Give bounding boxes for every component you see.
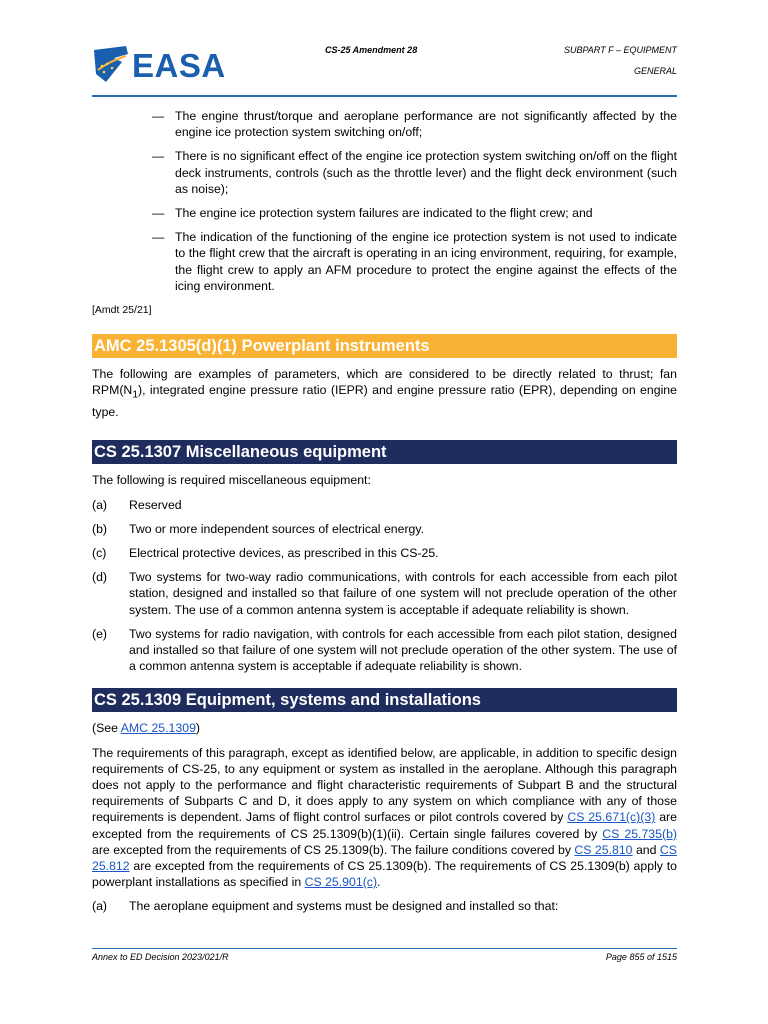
bullet-text: The indication of the functioning of the engine ice protection system is not used to indicate to the flight crew that the aircraft is operating in an icing environment, requiring, for example, the flight crew to apply an AFM procedure to protect the engine against the effects of the icing environment. xyxy=(175,230,677,293)
item-text: Two systems for two-way radio communications, with controls for each accessible from each pilot station, designed and installed so that failure of one system will not preclude operation of the other system. The use of a common antenna system is acceptable if adequate reliability is shown. xyxy=(129,570,677,617)
footer-rule xyxy=(92,948,677,949)
amc-text-b: ), integrated engine pressure ratio (IEPR) and engine pressure ratio (EPR), depending on engine type. xyxy=(92,383,677,420)
amc-paragraph xyxy=(92,366,677,420)
cs1309-list xyxy=(92,898,677,914)
item-text: Electrical protective devices, as prescribed in this CS-25. xyxy=(129,545,439,560)
item-label: (d) xyxy=(92,570,108,585)
para-text: The requirements of this paragraph, except as identified below, are applicable, in addition to specific design requirements of CS-25, to any equipment or system as installed in the aeroplane. Although this paragraph does not apply to the performance and flight characteristic requirements of Subpart B and the structural requirements of Subparts C and D, it does apply to any system on which compliance with any of those requirements is dependent. Jams of flight control surfaces or pilot controls covered by xyxy=(92,745,677,825)
header-rule xyxy=(92,95,677,97)
section-label: GENERAL xyxy=(633,66,677,76)
cs-25-901-link[interactable]: CS 25.901(c) xyxy=(304,875,378,890)
item-text: Two or more independent sources of electrical energy. xyxy=(129,521,425,536)
list-item xyxy=(92,626,677,675)
amc-subscript: 1 xyxy=(132,389,139,401)
footer-decision: Annex to ED Decision 2023/021/R xyxy=(92,952,229,962)
easa-logo xyxy=(92,44,224,86)
document-page xyxy=(92,0,677,1024)
bullet-dash: — xyxy=(152,230,165,245)
see-pre: (See xyxy=(92,721,121,736)
list-item xyxy=(152,205,677,221)
cs1309-paragraph xyxy=(92,745,677,891)
bullet-text: There is no significant effect of the engine ice protection system switching on/off on the flight deck instruments, controls (such as the throttle lever) and the flight deck environment (such as noise); xyxy=(175,149,677,196)
document-title: CS-25 Amendment 28 xyxy=(325,45,418,55)
para-text: are excepted from the requirements of CS 25.1309(b). The failure conditions covered by xyxy=(92,842,575,857)
bullet-dash: — xyxy=(152,109,165,123)
list-item xyxy=(152,108,677,140)
page-header xyxy=(92,40,677,98)
bullet-dash: — xyxy=(152,149,165,164)
amc-text-a: The following are examples of parameters, which are considered to be directly related to thrust; fan RPM(N xyxy=(92,367,677,398)
bullet-list xyxy=(152,108,677,294)
para-text: and xyxy=(632,842,660,857)
easa-wing-icon xyxy=(92,44,130,84)
bullet-dash: — xyxy=(152,206,165,221)
page-footer xyxy=(92,948,677,962)
bullet-text: The engine ice protection system failures are indicated to the flight crew; and xyxy=(175,206,593,221)
amc-1309-link[interactable]: AMC 25.1309 xyxy=(120,721,196,736)
list-item xyxy=(92,545,677,561)
item-label: (e) xyxy=(92,626,108,641)
list-item xyxy=(92,521,677,537)
amendment-note: [Amdt 25/21] xyxy=(92,304,152,317)
cs1307-heading: CS 25.1307 Miscellaneous equipment xyxy=(92,440,677,464)
item-text: The aeroplane equipment and systems must be designed and installed so that: xyxy=(129,899,559,914)
logo-wordmark: EASA xyxy=(132,47,226,84)
para-text: are excepted from the requirements of CS 25.1309(b). The requirements of CS 25.1309(b) apply to powerplant installations as specified in xyxy=(92,858,677,890)
cs1307-list xyxy=(92,497,677,675)
amc-heading: AMC 25.1305(d)(1) Powerplant instruments xyxy=(92,334,677,358)
cs1309-heading: CS 25.1309 Equipment, systems and installations xyxy=(92,688,677,712)
cs-25-735-link[interactable]: CS 25.735(b) xyxy=(602,826,678,841)
page-content xyxy=(92,108,677,923)
para-text: . xyxy=(377,875,381,890)
bullet-text: The engine thrust/torque and aeroplane performance are not significantly affected by the engine ice protection system switching on/off; xyxy=(175,109,677,140)
subpart-label: SUBPART F – EQUIPMENT xyxy=(563,45,677,55)
list-item xyxy=(92,898,677,914)
item-text: Reserved xyxy=(129,497,182,512)
list-item xyxy=(92,497,677,513)
cs1307-intro: The following is required miscellaneous equipment: xyxy=(92,473,371,488)
list-item xyxy=(152,229,677,294)
see-post: ) xyxy=(195,721,201,736)
item-text: Two systems for radio navigation, with controls for each accessible from each pilot station, designed and installed so that failure of one system will not preclude operation of the other system. The use of a common antenna system is acceptable if adequate reliability is shown. xyxy=(129,626,677,674)
item-label: (c) xyxy=(92,545,107,560)
item-label: (b) xyxy=(92,521,108,536)
cs-25-671-link[interactable]: CS 25.671(c)(3) xyxy=(567,810,656,825)
para-text: are excepted from the requirements of CS 25.1309(b)(1)(ii). Certain single failures covered by xyxy=(92,810,677,841)
page-number: Page 855 of 1515 xyxy=(605,952,677,962)
list-item xyxy=(152,148,677,197)
cs-25-812-link[interactable]: CS 25.812 xyxy=(92,842,677,873)
see-reference xyxy=(92,720,677,736)
item-label: (a) xyxy=(92,899,108,914)
cs-25-810-link[interactable]: CS 25.810 xyxy=(574,842,633,857)
list-item xyxy=(92,569,677,618)
item-label: (a) xyxy=(92,497,108,512)
